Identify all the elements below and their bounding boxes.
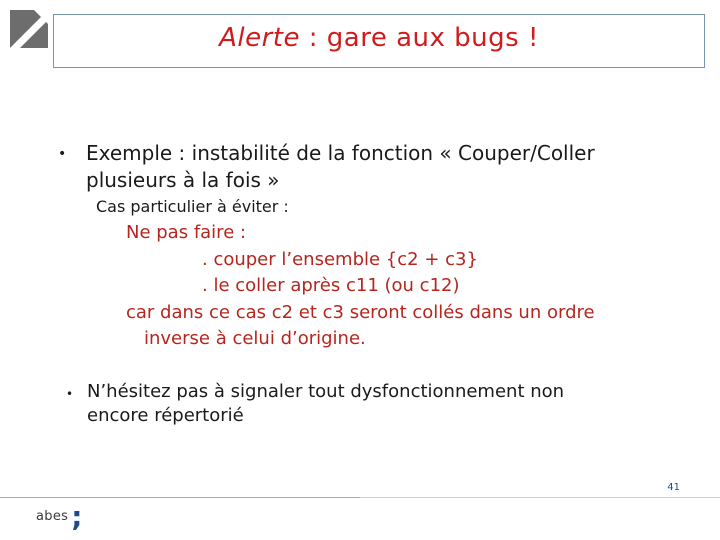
- slide-title: [219, 23, 539, 53]
- title-alert-word: Alerte: [219, 23, 300, 53]
- logo-text: abes: [36, 508, 69, 524]
- bullet-report-line1: N’hésitez pas à signaler tout dysfonctionnement non: [87, 381, 565, 402]
- bullet-example-text: [86, 140, 595, 194]
- title-rest: : gare aux bugs !: [300, 23, 539, 53]
- title-box: [53, 14, 705, 68]
- abes-logo: [36, 500, 83, 533]
- bullet-report-line2: encore répertorié: [87, 405, 244, 426]
- bullet-report: [66, 380, 686, 428]
- bullet-example-line1: Exemple : instabilité de la fonction « Couper/Coller: [86, 141, 595, 165]
- bullet-icon: •: [66, 387, 74, 401]
- footer-divider: [0, 497, 720, 498]
- bullet-example-line2: plusieurs à la fois »: [86, 168, 280, 192]
- bullet-report-text: [87, 380, 564, 428]
- page-number: 41: [667, 482, 680, 493]
- semicolon-logo-icon: ;: [71, 500, 83, 533]
- instruction-line: . le coller après c11 (ou c12): [202, 275, 460, 296]
- diagonal-arrow-icon: [10, 10, 48, 48]
- instruction-line: . couper l’ensemble {c2 + c3}: [202, 248, 478, 270]
- bullet-icon: •: [58, 146, 67, 162]
- bullet-example: [58, 140, 678, 194]
- instruction-line: Ne pas faire :: [126, 222, 247, 243]
- instructions-block: [126, 220, 686, 353]
- instruction-line: car dans ce cas c2 et c3 seront collés dans un ordre: [126, 301, 595, 323]
- instruction-line: inverse à celui d’origine.: [144, 328, 366, 349]
- sub-note: Cas particulier à éviter :: [96, 197, 289, 216]
